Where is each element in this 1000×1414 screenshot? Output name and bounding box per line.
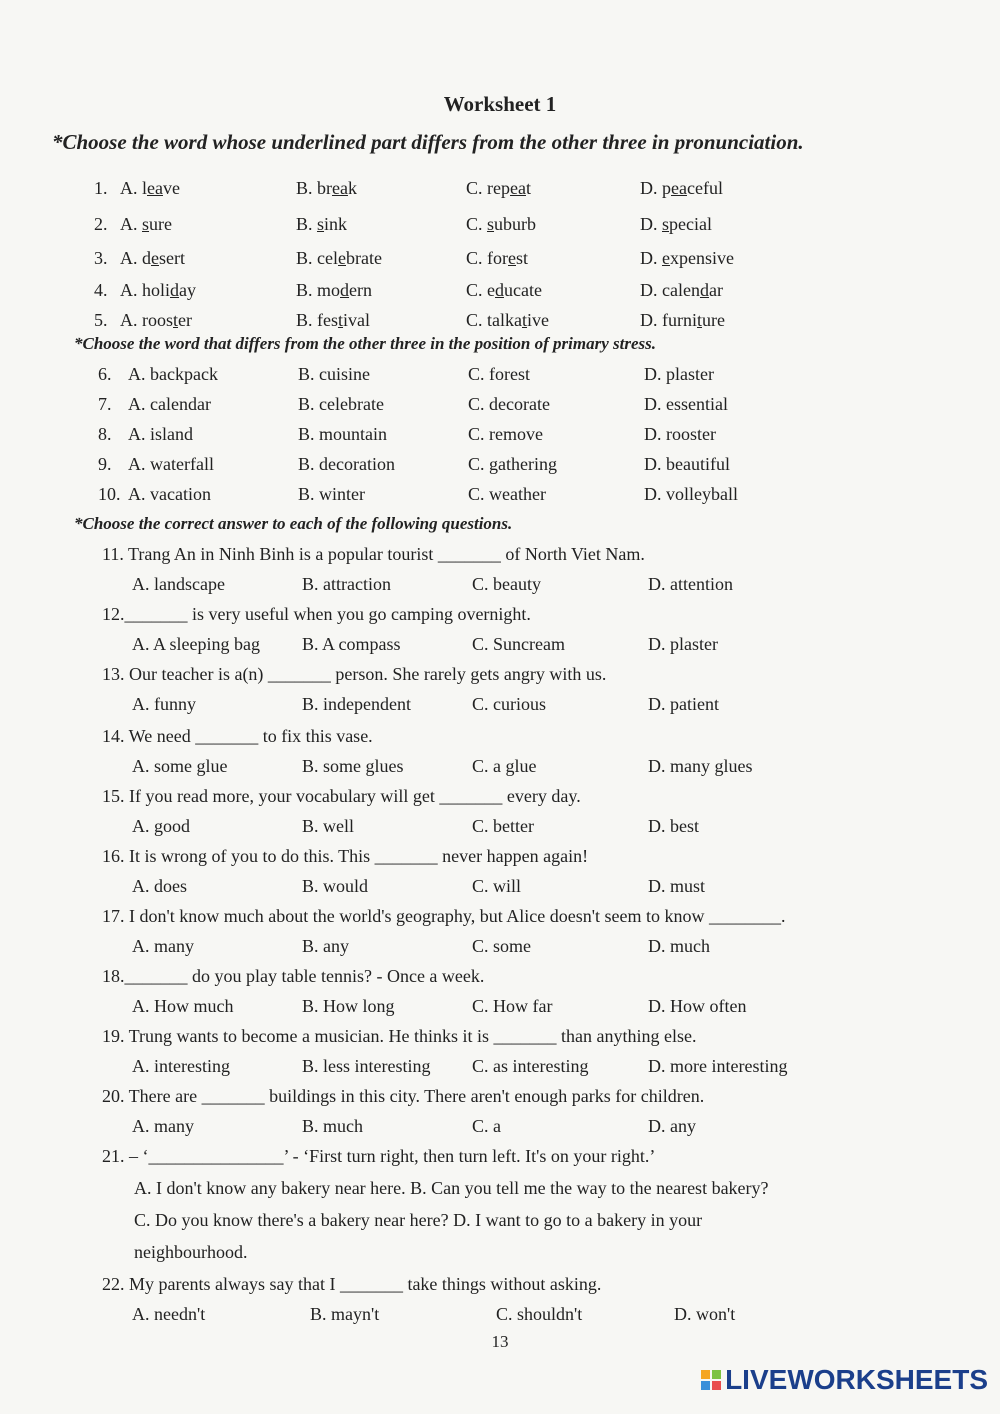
option-d[interactable]: D. beautiful <box>644 454 730 474</box>
stress-question-row <box>0 484 1000 508</box>
underlined-part: e <box>151 248 159 268</box>
question-stem: 16. It is wrong of you to do this. This _______ never happen again! <box>102 846 589 866</box>
option-a[interactable]: A. How much <box>132 996 234 1016</box>
option-c[interactable] <box>466 310 549 331</box>
option-text: ure <box>702 310 725 330</box>
option-d[interactable]: D. plaster <box>644 364 714 384</box>
stress-question-row <box>0 394 1000 418</box>
option-c[interactable]: C. weather <box>468 484 546 504</box>
question-stem: 13. Our teacher is a(n) _______ person. She rarely gets angry with us. <box>102 664 607 684</box>
option-b[interactable]: B. would <box>302 876 369 896</box>
question-21-options-line-1: A. I don't know any bakery near here. B. Can you tell me the way to the nearest bakery? <box>134 1178 769 1198</box>
option-b[interactable]: B. independent <box>302 694 411 714</box>
question-options <box>0 574 1000 598</box>
question-number: 3. <box>94 248 108 268</box>
option-c[interactable]: C. some <box>472 936 532 956</box>
option-b[interactable]: B. celebrate <box>298 394 384 414</box>
option-a[interactable]: A. calendar <box>128 394 211 414</box>
option-a[interactable]: A. waterfall <box>128 454 214 474</box>
underlined-part: e <box>338 248 346 268</box>
stress-question-row <box>0 364 1000 388</box>
option-text: ar <box>708 280 723 300</box>
option-text: ival <box>343 310 371 330</box>
option-c[interactable]: C. shouldn't <box>496 1304 583 1324</box>
question-stem: 12._______ is very useful when you go camping overnight. <box>102 604 531 624</box>
option-b[interactable]: B. much <box>302 1116 363 1136</box>
option-d[interactable]: D. How often <box>648 996 747 1016</box>
question-number: 2. <box>94 214 108 234</box>
option-text: A. l <box>120 178 147 198</box>
option-d[interactable] <box>640 248 734 269</box>
underlined-part: ea <box>510 178 526 198</box>
pronunciation-question-row <box>0 310 1000 334</box>
underlined-part: d <box>495 280 504 300</box>
option-c[interactable]: C. beauty <box>472 574 541 594</box>
underlined-part: ea <box>147 178 163 198</box>
option-d[interactable]: D. attention <box>648 574 733 594</box>
option-text: ucate <box>504 280 542 300</box>
underlined-part: d <box>699 280 709 300</box>
underlined-part: d <box>340 280 350 300</box>
option-a[interactable]: A. interesting <box>132 1056 230 1076</box>
question-21-options-line-3: neighbourhood. <box>134 1242 248 1262</box>
question-number: 7. <box>98 394 112 414</box>
option-a[interactable] <box>120 214 172 235</box>
option-c[interactable]: C. as interesting <box>472 1056 589 1076</box>
option-c[interactable]: C. will <box>472 876 522 896</box>
question-stem: 14. We need _______ to fix this vase. <box>102 726 373 746</box>
option-d[interactable] <box>640 178 723 199</box>
option-text: ay <box>179 280 197 300</box>
option-c[interactable]: C. forest <box>468 364 530 384</box>
question-22-stem: 22. My parents always say that I _______ take things without asking. <box>102 1274 602 1294</box>
section3-instruction: *Choose the correct answer to each of the following questions. <box>74 514 513 533</box>
option-text: ceful <box>686 178 723 198</box>
option-text: B. br <box>296 178 332 198</box>
option-b[interactable]: B. cuisine <box>298 364 370 384</box>
option-text: B. <box>296 214 318 234</box>
option-b[interactable]: B. some glues <box>302 756 404 776</box>
underlined-part: e <box>662 248 670 268</box>
question-options <box>0 694 1000 718</box>
pronunciation-question-row <box>0 280 1000 304</box>
option-a[interactable]: A. many <box>132 936 194 956</box>
option-b[interactable]: B. winter <box>298 484 365 504</box>
option-b[interactable]: B. any <box>302 936 349 956</box>
option-c[interactable] <box>466 248 528 269</box>
option-b[interactable] <box>296 280 372 301</box>
stress-question-row <box>0 454 1000 478</box>
option-b[interactable]: B. mountain <box>298 424 387 444</box>
underlined-part: t <box>338 310 344 330</box>
option-text: C. for <box>466 248 508 268</box>
option-text: ve <box>162 178 180 198</box>
option-a[interactable]: A. some glue <box>132 756 228 776</box>
option-a[interactable]: A. many <box>132 1116 194 1136</box>
option-b[interactable]: B. attraction <box>302 574 391 594</box>
question-options <box>0 816 1000 840</box>
option-b[interactable]: B. well <box>302 816 354 836</box>
underlined-part: s <box>662 214 670 234</box>
option-a[interactable] <box>120 310 192 331</box>
underlined-part: e <box>508 248 516 268</box>
option-b[interactable] <box>296 310 370 331</box>
option-a[interactable] <box>120 178 180 199</box>
question-options <box>0 1116 1000 1140</box>
option-text: ive <box>527 310 550 330</box>
question-stem: 18._______ do you play table tennis? - Once a week. <box>102 966 485 986</box>
underlined-part: s <box>487 214 495 234</box>
option-a[interactable]: A. good <box>132 816 190 836</box>
pronunciation-question-row <box>0 248 1000 272</box>
option-c[interactable] <box>466 214 536 235</box>
question-stem: 17. I don't know much about the world's geography, but Alice doesn't seem to know ________. <box>102 906 786 926</box>
option-d[interactable] <box>640 310 725 331</box>
option-text: D. calen <box>640 280 700 300</box>
option-text: C. rep <box>466 178 510 198</box>
option-a[interactable]: A. funny <box>132 694 196 714</box>
option-b[interactable] <box>296 178 357 199</box>
option-a[interactable] <box>120 248 185 269</box>
logo-squares-icon <box>701 1370 721 1390</box>
page-number: 13 <box>491 1332 509 1351</box>
option-d[interactable]: D. essential <box>644 394 728 414</box>
underlined-part: ea <box>332 178 348 198</box>
option-d[interactable]: D. best <box>648 816 699 836</box>
question-stem: 11. Trang An in Ninh Binh is a popular tourist _______ of North Viet Nam. <box>102 544 645 564</box>
option-text: ern <box>349 280 372 300</box>
option-c[interactable]: C. remove <box>468 424 543 444</box>
option-text: C. <box>466 214 488 234</box>
option-d[interactable] <box>640 214 712 235</box>
question-number: 1. <box>94 178 108 198</box>
question-number: 6. <box>98 364 112 384</box>
option-b[interactable] <box>296 248 382 269</box>
question-options <box>0 634 1000 658</box>
option-d[interactable]: D. volleyball <box>644 484 738 504</box>
option-b[interactable]: B. decoration <box>298 454 395 474</box>
question-stem: 20. There are _______ buildings in this city. There aren't enough parks for children. <box>102 1086 705 1106</box>
option-text: brate <box>346 248 382 268</box>
option-d[interactable]: D. rooster <box>644 424 716 444</box>
option-text: C. e <box>466 280 495 300</box>
option-text: sert <box>159 248 185 268</box>
option-a[interactable]: A. needn't <box>132 1304 206 1324</box>
option-d[interactable] <box>640 280 723 301</box>
option-text: A. holi <box>120 280 171 300</box>
option-a[interactable]: A. vacation <box>128 484 211 504</box>
section1-instruction: *Choose the word whose underlined part differs from the other three in pronunciation. <box>52 130 804 154</box>
question-22-options <box>0 1304 1000 1328</box>
option-b[interactable] <box>296 214 347 235</box>
option-text: B. mo <box>296 280 341 300</box>
question-number: 5. <box>94 310 108 330</box>
underlined-part: s <box>142 214 150 234</box>
page-title: Worksheet 1 <box>443 92 557 116</box>
option-c[interactable]: C. How far <box>472 996 553 1016</box>
option-text: B. fes <box>296 310 338 330</box>
option-text: C. talka <box>466 310 522 330</box>
option-c[interactable] <box>466 178 531 199</box>
option-text: st <box>516 248 529 268</box>
option-c[interactable] <box>466 280 542 301</box>
option-c[interactable]: C. a <box>472 1116 501 1136</box>
option-b[interactable]: B. mayn't <box>310 1304 380 1324</box>
underlined-part: t <box>522 310 528 330</box>
logo-text: LIVEWORKSHEETS <box>725 1364 988 1395</box>
option-d[interactable]: D. plaster <box>648 634 718 654</box>
question-stem: 19. Trung wants to become a musician. He thinks it is _______ than anything else. <box>102 1026 697 1046</box>
option-d[interactable]: D. many glues <box>648 756 753 776</box>
option-a[interactable]: A. backpack <box>128 364 218 384</box>
option-d[interactable]: D. won't <box>674 1304 736 1324</box>
option-text: B. cel <box>296 248 338 268</box>
option-text: D. <box>640 248 662 268</box>
option-c[interactable]: C. curious <box>472 694 546 714</box>
question-21-options-line-2: C. Do you know there's a bakery near here? D. I want to go to a bakery in your <box>134 1210 703 1230</box>
underlined-part: t <box>173 310 179 330</box>
stress-question-row <box>0 424 1000 448</box>
option-text: A. d <box>120 248 151 268</box>
question-stem: 15. If you read more, your vocabulary will get _______ every day. <box>102 786 581 806</box>
question-options <box>0 876 1000 900</box>
option-d[interactable]: D. much <box>648 936 710 956</box>
option-text: D. furni <box>640 310 697 330</box>
question-number: 8. <box>98 424 112 444</box>
option-c[interactable]: C. a glue <box>472 756 537 776</box>
option-c[interactable]: C. Suncream <box>472 634 565 654</box>
option-d[interactable]: D. patient <box>648 694 719 714</box>
option-a[interactable] <box>120 280 196 301</box>
question-number: 9. <box>98 454 112 474</box>
option-c[interactable]: C. gathering <box>468 454 557 474</box>
question-options <box>0 1056 1000 1080</box>
option-b[interactable]: B. How long <box>302 996 395 1016</box>
option-text: er <box>178 310 192 330</box>
underlined-part: ea <box>671 178 687 198</box>
option-b[interactable]: B. A compass <box>302 634 401 654</box>
question-number: 4. <box>94 280 108 300</box>
option-text: A. roos <box>120 310 173 330</box>
option-c[interactable]: C. decorate <box>468 394 550 414</box>
option-b[interactable]: B. less interesting <box>302 1056 431 1076</box>
option-text: t <box>525 178 531 198</box>
option-d[interactable]: D. must <box>648 876 706 896</box>
question-options <box>0 756 1000 780</box>
pronunciation-question-row <box>0 214 1000 238</box>
pronunciation-question-row <box>0 178 1000 202</box>
liveworksheets-logo <box>701 1364 988 1396</box>
option-a[interactable]: A. island <box>128 424 193 444</box>
option-text: D. <box>640 214 662 234</box>
option-text: k <box>347 178 357 198</box>
underlined-part: d <box>170 280 180 300</box>
option-a[interactable]: A. does <box>132 876 187 896</box>
underlined-part: s <box>317 214 325 234</box>
section2-instruction: *Choose the word that differs from the other three in the position of primary stress. <box>74 334 657 353</box>
option-text: pecial <box>669 214 712 234</box>
option-d[interactable]: D. more interesting <box>648 1056 788 1076</box>
option-a[interactable]: A. landscape <box>132 574 225 594</box>
option-text: xpensive <box>670 248 734 268</box>
question-21-stem: 21. – ‘_______________’ - ‘First turn right, then turn left. It's on your right.’ <box>102 1146 656 1166</box>
question-options <box>0 996 1000 1020</box>
option-d[interactable]: D. any <box>648 1116 696 1136</box>
question-number: 10. <box>98 484 121 504</box>
option-text: ink <box>324 214 348 234</box>
option-c[interactable]: C. better <box>472 816 534 836</box>
underlined-part: t <box>697 310 703 330</box>
option-text: ure <box>149 214 172 234</box>
option-a[interactable]: A. A sleeping bag <box>132 634 260 654</box>
option-text: uburb <box>494 214 537 234</box>
question-options <box>0 936 1000 960</box>
option-text: D. p <box>640 178 671 198</box>
option-text: A. <box>120 214 142 234</box>
